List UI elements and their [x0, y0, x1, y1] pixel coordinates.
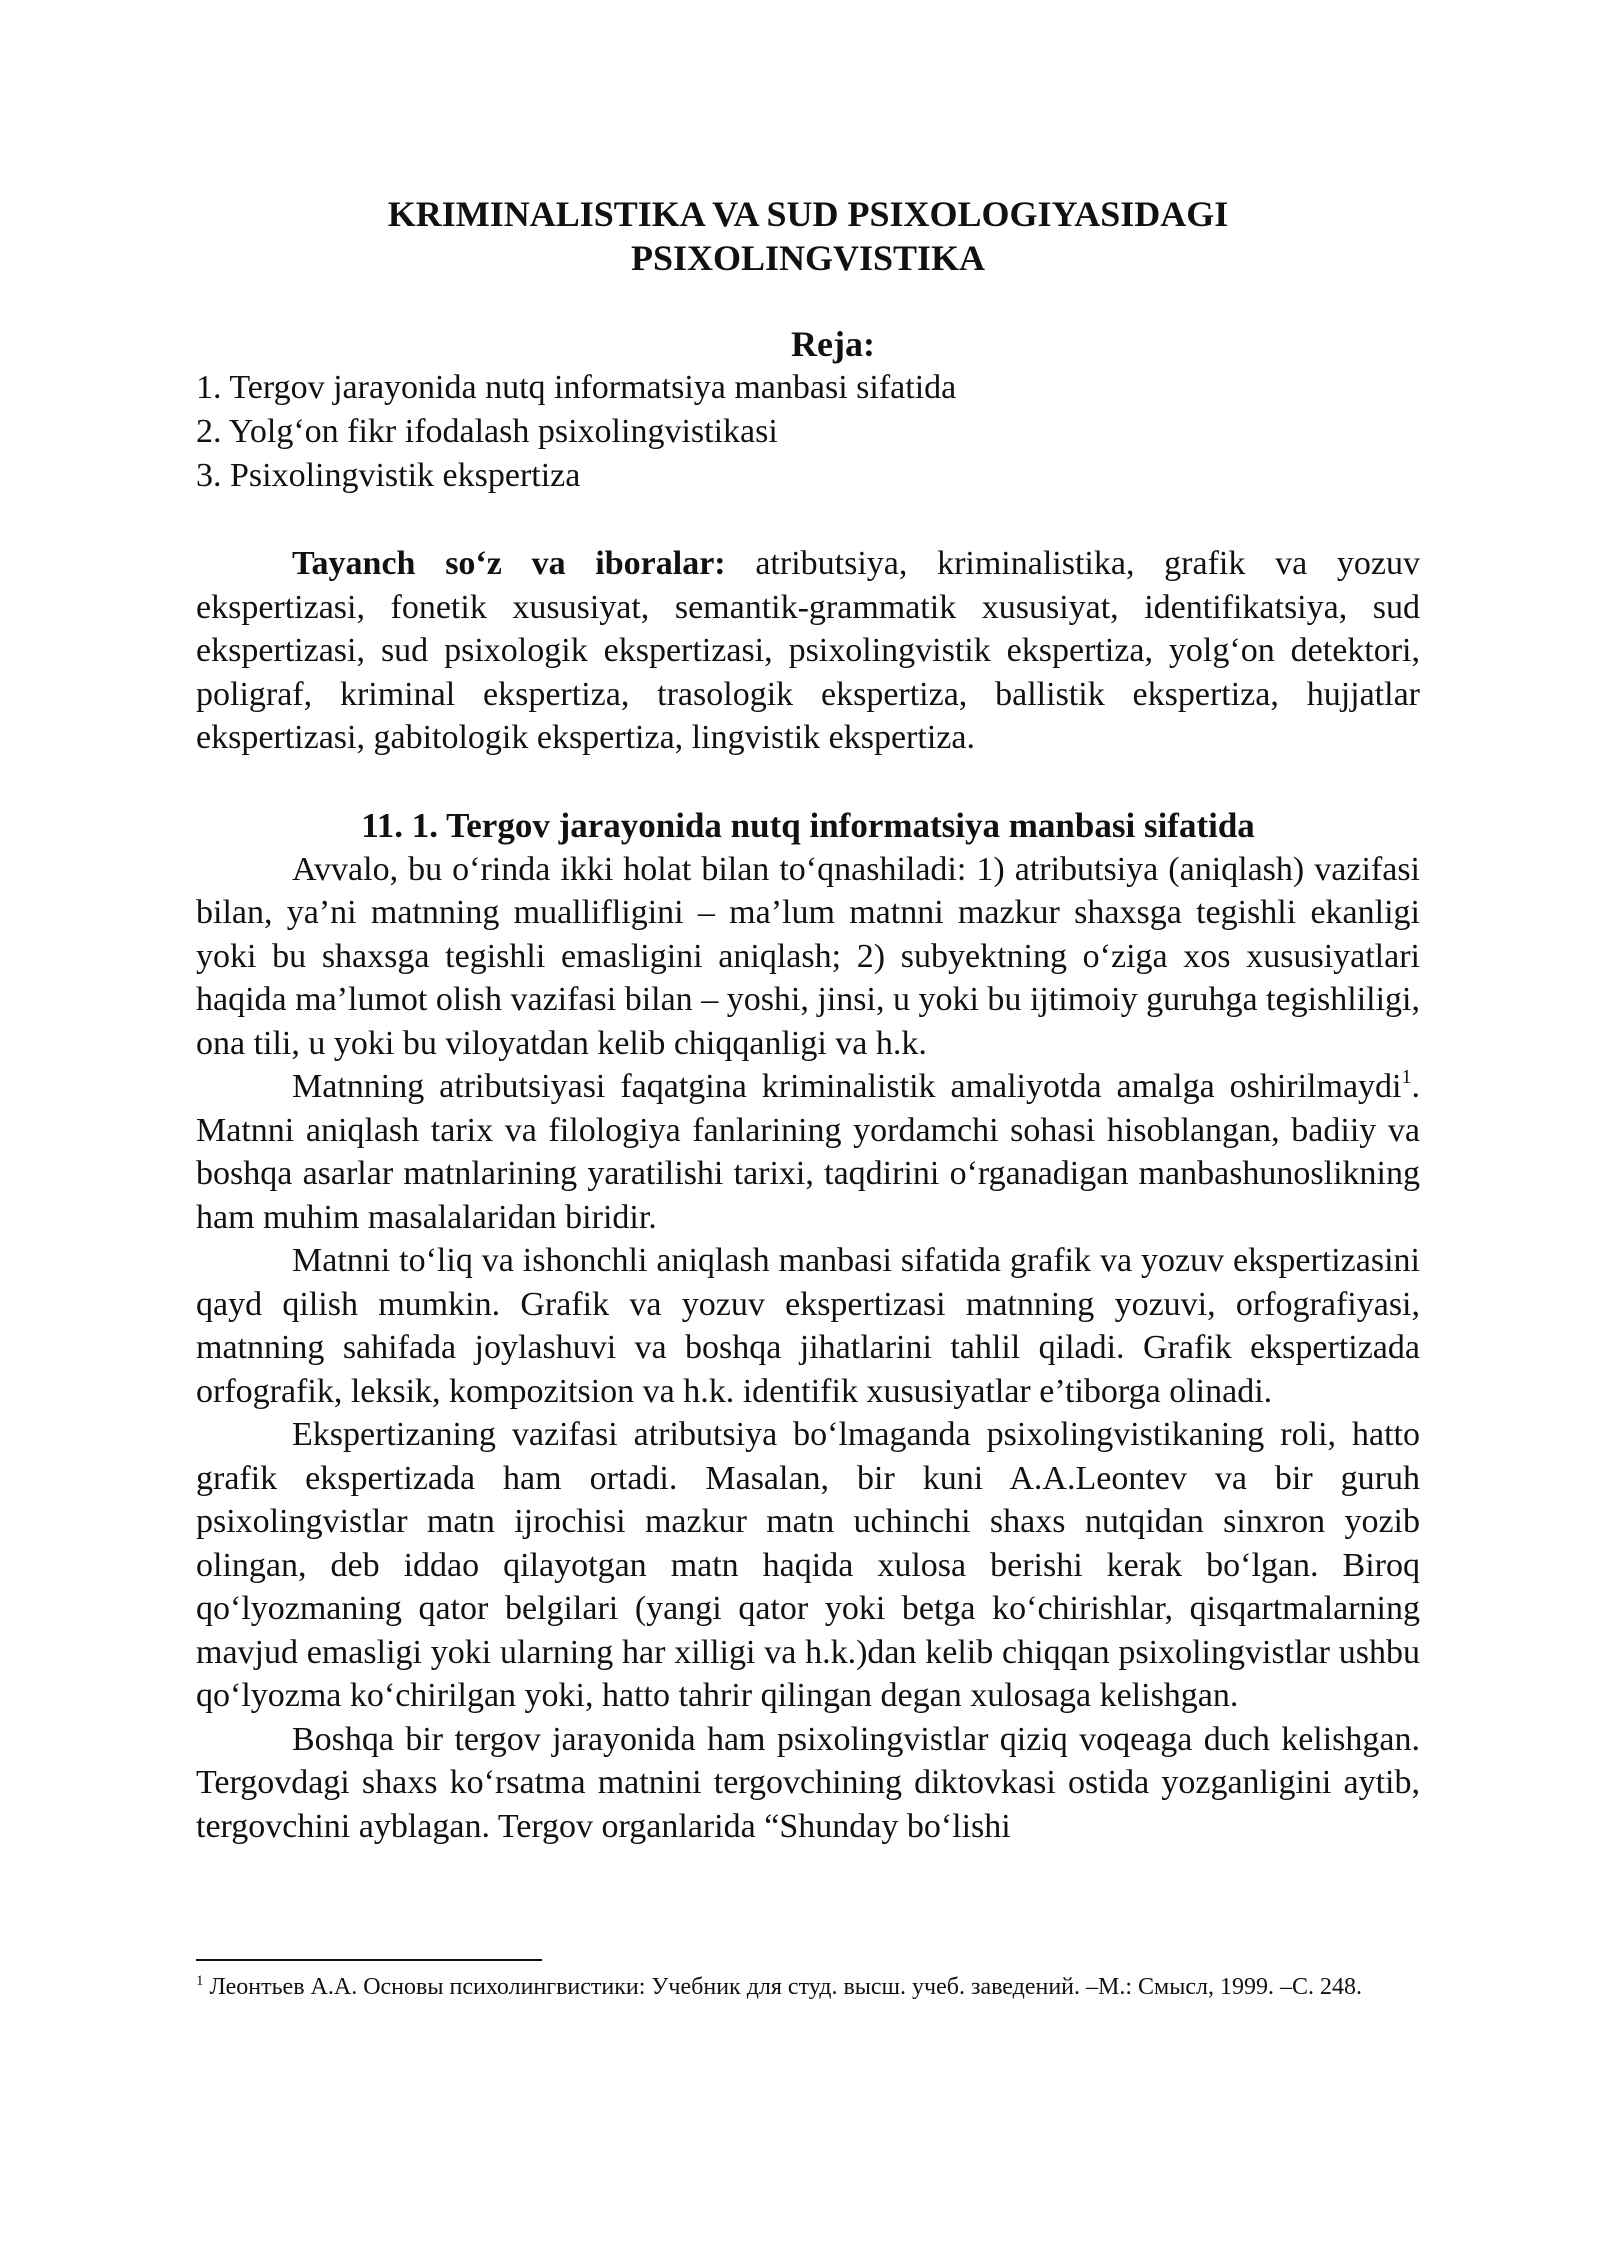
keywords-label: Tayanch so‘z va iboralar:: [292, 545, 726, 582]
plan-item-3: 3. Psixolingvistik ekspertiza: [196, 457, 581, 494]
title-line-1: KRIMINALISTIKA VA SUD PSIXOLOGIYASIDAGI: [387, 194, 1229, 234]
document-page: [196, 192, 1420, 1848]
keywords-text: atributsiya, kriminalistika, grafik va yozuv ekspertizasi, fonetik xususiyat, semantik-grammatik xususiyat, identifikatsiya, sud ekspertizasi, sud psixologik ekspertizasi, psixolingvistik ekspertiza, yolg‘on detektori, poligraf, kriminal ekspertiza, trasologik ekspertiza, ballistik ekspertiza, hujjatlar ekspertizasi, gabitologik ekspertiza, lingvistik ekspertiza.: [196, 545, 1420, 756]
paragraph-3: Matnni to‘liq va ishonchli aniqlash manbasi sifatida grafik va yozuv ekspertizasini qayd qilish mumkin. Grafik va yozuv ekspertizasi matnning yozuvi, orfografiyasi, matnning sahifada joylashuvi va boshqa jihatlarini tahlil qiladi. Grafik ekspertizada orfografik, leksik, kompozitsion va h.k. identifik xususiyatlar e’tiborga olinadi.: [196, 1242, 1420, 1410]
paragraph-1: Avvalo, bu o‘rinda ikki holat bilan to‘qnashiladi: 1) atributsiya (aniqlash) vazifasi bilan, ya’ni matnning muallifligini – ma’lum matnni mazkur shaxsga tegishli ekanligi yoki bu shaxsga tegishli emasligini aniqlash; 2) subyektning o‘ziga xos xususiyatlari haqida ma’lumot olish vazifasi bilan – yoshi, jinsi, u yoki bu ijtimoiy guruhga tegishliligi, ona tili, u yoki bu viloyatdan kelib chiqqanligi va h.k.: [196, 850, 1420, 1062]
footnote: [196, 1972, 1420, 2002]
section-heading: 11. 1. Tergov jarayonida nutq informatsiya manbasi sifatida: [361, 805, 1255, 845]
plan-list: [196, 366, 1420, 498]
paragraph-2-text-start: Matnning atributsiyasi faqatgina kriminalistik amaliyotda amalga oshirilmaydi: [292, 1068, 1402, 1105]
footnote-reference[interactable]: 1: [1401, 1066, 1412, 1088]
footnote-number: 1: [196, 1973, 204, 1989]
paragraph-2: [196, 1065, 1420, 1239]
paragraph-2-text-end: . Matnni aniqlash tarix va filologiya fanlarining yordamchi sohasi hisoblangan, badiiy va boshqa asarlar matnlarining yaratilishi tarixi, taqdirini o‘rganadigan manbashunoslikning ham muhim masalalaridan biridir.: [196, 1068, 1420, 1236]
paragraph-4: Ekspertizaning vazifasi atributsiya bo‘lmaganda psixolingvistikaning roli, hatto grafik ekspertizada ham ortadi. Masalan, bir kuni A.A.Leontev va bir guruh psixolingvistlar matn ijrochisi mazkur matn uchinchi shaxs nutqidan sinxron yozib olingan, deb iddao qilayotgan matn haqida xulosa berishi kerak bo‘lgan. Biroq qo‘lyozmaning qator belgilari (yangi qator yoki betga ko‘chirishlar, qisqartmalarning mavjud emasligi yoki ularning har xilligi va h.k.)dan kelib chiqqan psixolingvistlar ushbu qo‘lyozma ko‘chirilgan yoki, hatto tahrir qilingan degan xulosaga kelishgan.: [196, 1416, 1420, 1714]
footnote-divider: [196, 1959, 542, 1961]
plan-item-1: 1. Tergov jarayonida nutq informatsiya manbasi sifatida: [196, 369, 957, 406]
plan-heading: Reja:: [791, 324, 875, 364]
plan-item-2: 2. Yolg‘on fikr ifodalash psixolingvistikasi: [196, 413, 778, 450]
title-line-2: PSIXOLINGVISTIKA: [630, 238, 986, 278]
footnote-text: Леонтьев А.А. Основы психолингвистики: Учебник для студ. высш. учеб. заведений. –М.: Смысл, 1999. –С. 248.: [203, 1974, 1362, 2000]
paragraph-5: Boshqa bir tergov jarayonida ham psixolingvistlar qiziq voqeaga duch kelishgan. Tergovdagi shaxs ko‘rsatma matnini tergovchining diktovkasi ostida yozganligini aytib, tergovchini ayblagan. Tergov organlarida “Shunday bo‘lishi: [196, 1720, 1420, 1845]
keywords-paragraph: [196, 542, 1420, 760]
document-title: [196, 192, 1420, 280]
